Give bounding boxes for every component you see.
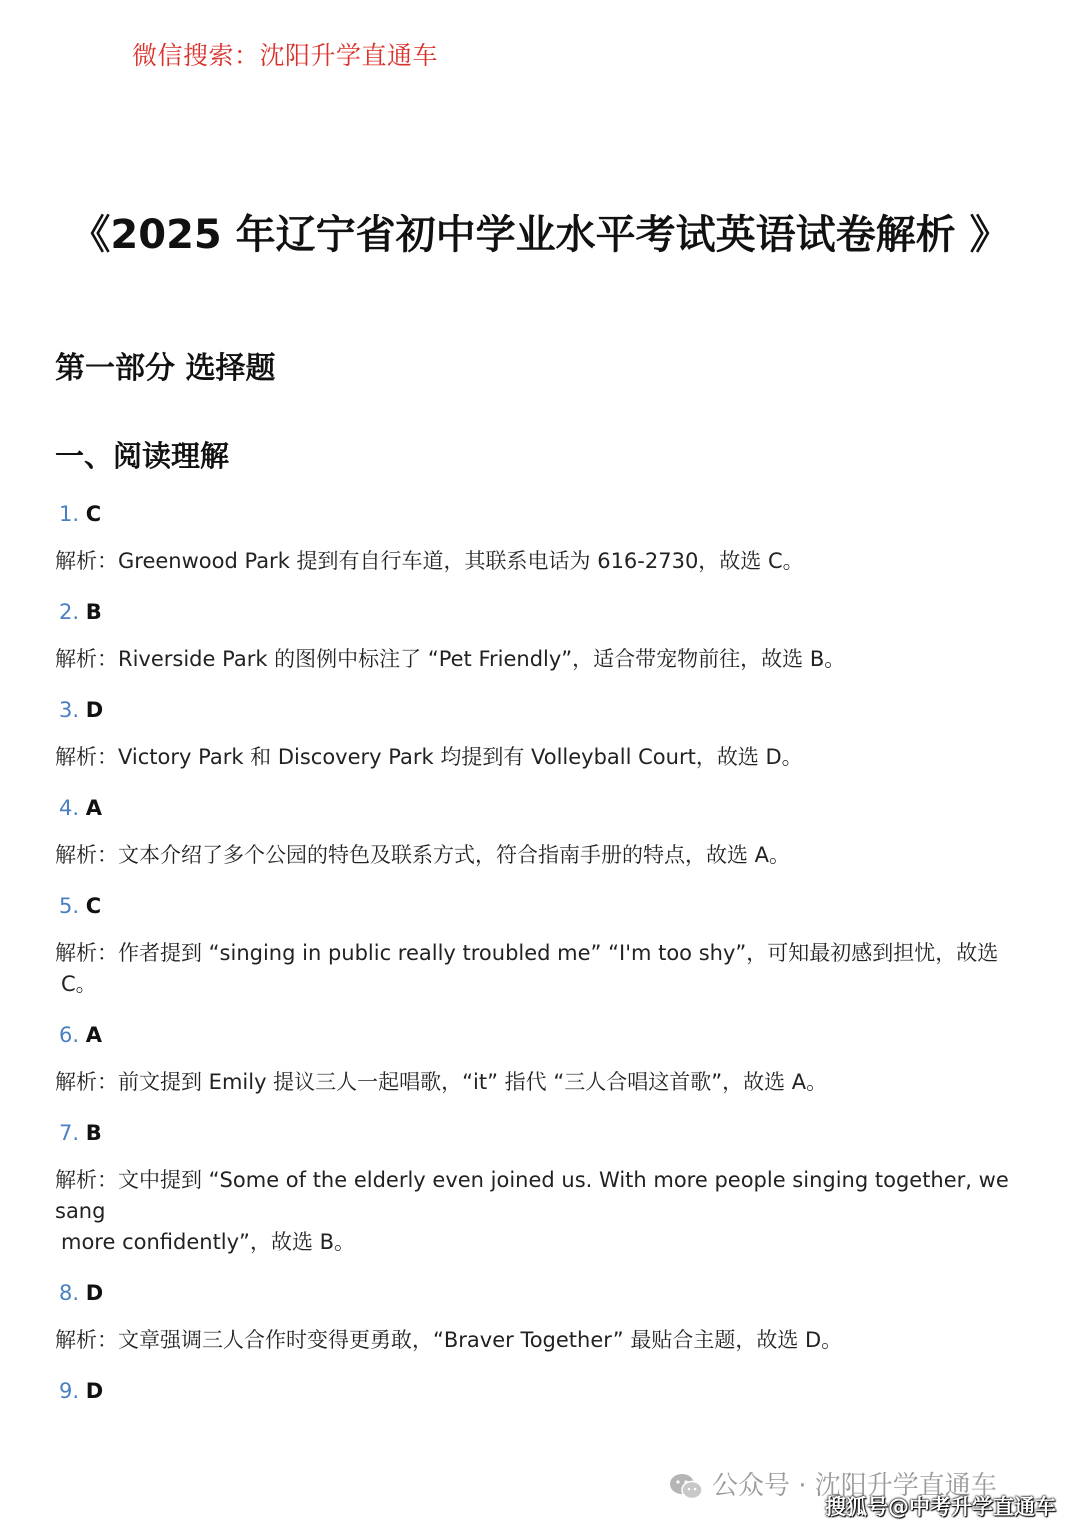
answer-letter: A — [85, 1023, 102, 1047]
answer-line — [55, 497, 1030, 531]
explanation-continuation: C。 — [61, 972, 97, 996]
answer-line — [55, 1018, 1030, 1052]
answer-explanation: 解析：Victory Park 和 Discovery Park 均提到有 Volleyball Court，故选 D。 — [55, 745, 803, 769]
answer-item-4 — [55, 791, 1030, 871]
answer-number: 8. — [59, 1281, 80, 1305]
answer-number: 3. — [59, 698, 80, 722]
answer-letter: C — [85, 502, 102, 526]
answer-number: 2. — [59, 600, 80, 624]
answer-line — [55, 693, 1030, 727]
wechat-icon — [668, 1472, 704, 1502]
answer-line — [55, 791, 1030, 825]
answer-number: 6. — [59, 1023, 80, 1047]
answer-item-9 — [55, 1374, 1030, 1408]
search-hint: 微信搜索：沈阳升学直通车 — [132, 41, 439, 70]
answer-letter: D — [85, 698, 104, 722]
watermark-text: 公众号 · 沈阳升学直通车 — [712, 1471, 997, 1501]
answer-item-1 — [55, 497, 1030, 577]
answer-item-7 — [55, 1116, 1030, 1258]
section-title: 一、阅读理解 — [55, 439, 230, 473]
answer-letter: B — [85, 600, 102, 624]
explanation-continuation: more confidently”，故选 B。 — [61, 1230, 356, 1254]
answer-line — [55, 1374, 1030, 1408]
answer-letter: B — [85, 1121, 102, 1145]
answer-number: 9. — [59, 1379, 80, 1403]
answer-letter: D — [85, 1379, 104, 1403]
answer-item-6 — [55, 1018, 1030, 1098]
answer-line — [55, 1116, 1030, 1150]
answer-explanation: 解析：Greenwood Park 提到有自行车道，其联系电话为 616-2730，故选 C。 — [55, 549, 804, 573]
answer-explanation — [55, 938, 1030, 1000]
answer-explanation — [55, 1165, 1030, 1258]
part-title: 第一部分 选择题 — [55, 351, 276, 386]
answer-item-3 — [55, 693, 1030, 773]
answer-number: 4. — [59, 796, 80, 820]
explanation-line: 解析：文中提到 “Some of the elderly even joined us. With more people singing together, we sang — [55, 1168, 1009, 1223]
answer-explanation: 解析：文章强调三人合作时变得更勇敢，“Braver Together” 最贴合主题，故选 D。 — [55, 1328, 843, 1352]
document-title: 《2025 年辽宁省初中学业水平考试英语试卷解析 》 — [70, 212, 1010, 258]
answer-letter: C — [85, 894, 102, 918]
answer-number: 5. — [59, 894, 80, 918]
sohu-credit: 搜狐号@中考升学直通车 — [825, 1495, 1056, 1519]
answer-item-5 — [55, 889, 1030, 1000]
answer-line — [55, 889, 1030, 923]
answer-letter: D — [85, 1281, 104, 1305]
answer-item-2 — [55, 595, 1030, 675]
answer-explanation: 解析：前文提到 Emily 提议三人一起唱歌，“it” 指代 “三人合唱这首歌”，故选 A。 — [55, 1070, 828, 1094]
answer-letter: A — [85, 796, 102, 820]
answer-explanation: 解析：Riverside Park 的图例中标注了 “Pet Friendly”，适合带宠物前往，故选 B。 — [55, 647, 846, 671]
answer-explanation: 解析：文本介绍了多个公园的特色及联系方式，符合指南手册的特点，故选 A。 — [55, 843, 791, 867]
answer-line — [55, 595, 1030, 629]
answer-number: 1. — [59, 502, 80, 526]
answer-list — [55, 497, 1030, 1423]
answer-line — [55, 1276, 1030, 1310]
explanation-line: 解析：作者提到 “singing in public really troubled me” “I'm too shy”，可知最初感到担忧，故选 — [55, 941, 999, 965]
answer-item-8 — [55, 1276, 1030, 1356]
answer-number: 7. — [59, 1121, 80, 1145]
